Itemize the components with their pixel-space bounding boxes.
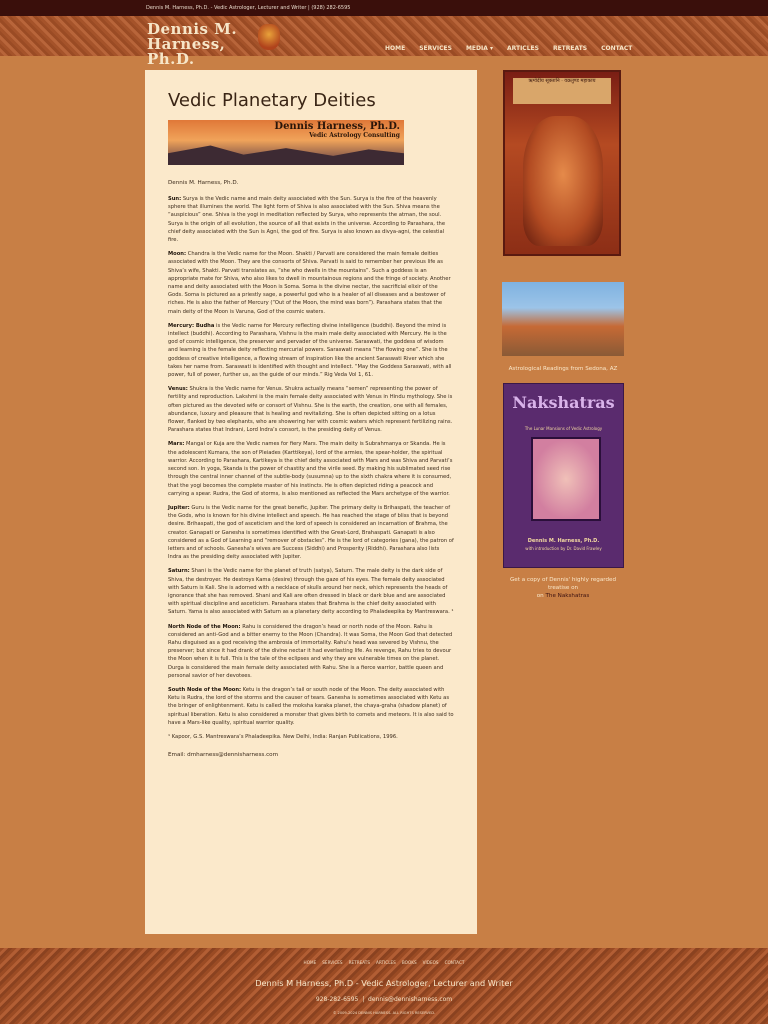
para-head: Sun: bbox=[168, 196, 182, 202]
book-author: Dennis M. Harness, Ph.D. bbox=[527, 538, 600, 544]
para-head: North Node of the Moon: bbox=[168, 623, 241, 630]
footer-email[interactable]: dennis@dennisharness.com bbox=[368, 996, 453, 1003]
site-logo[interactable] bbox=[147, 22, 267, 67]
site-header bbox=[0, 16, 768, 68]
site-footer bbox=[0, 948, 768, 1024]
footer-nav-contact[interactable]: CONTACT bbox=[444, 960, 465, 965]
footer-nav-videos[interactable]: VIDEOS bbox=[422, 960, 439, 965]
sedona-caption[interactable]: Astrological Readings from Sedona, AZ bbox=[508, 366, 618, 372]
footer-nav-retreats[interactable]: RETREATS bbox=[348, 960, 371, 965]
page-title: Vedic Planetary Deities bbox=[168, 90, 376, 111]
ganesha-painting-image bbox=[503, 70, 621, 256]
nav-retreats[interactable]: RETREATS bbox=[552, 45, 588, 52]
para-text: Rahu is considered the dragon’s head or north node of the Moon. Rahu is considered an anti-God and a bitter enemy to the Moon (Chandra). It was Soma, the Moon God that detected Rahu disguised as a god receiving the ambrosia of immortality. Rahu’s head was severed by Vishnu, the preserver; but since it had drank of the divine nectar it had everlasting life. As revenge, Rahu tries to devour the Moon when it is full. This is the tale of the eclipses and why they are vulnerable times on the planet. Durga is considered the main female deity associated with Rahu. She is a fierce warrior, battle queen and personal savior of her devotees. bbox=[168, 623, 453, 679]
para-text: Ketu is the dragon’s tail or south node of the Moon. The deity associated with Ketu is Rudra, the lord of the storms and the causer of tears. Ganesha is sometimes associated with Ketu as the bringer of enlightenment. Ketu is called the moksha karaka planet, the chaya-graha (shadow planet) of spiritual liberation. Ketu is also considered a monster that gives birth to comets and meteors. It is also said to have a Mars-like quality, spiritual warrior quality. bbox=[168, 686, 454, 726]
paragraph-rahu bbox=[168, 623, 454, 680]
ganesha-figure bbox=[523, 116, 603, 246]
banner-subtitle: Vedic Astrology Consulting bbox=[309, 132, 400, 139]
mountain-silhouette bbox=[168, 139, 404, 165]
book-caption-text: Get a copy of Dennis' highly regarded treatise on bbox=[509, 577, 617, 591]
book-caption-prefix: on bbox=[536, 593, 546, 599]
para-head: Jupiter: bbox=[168, 504, 190, 511]
footer-contact bbox=[0, 996, 768, 1003]
footer-copyright: © 2009-2024 DENNIS HARNESS. ALL RIGHTS RESERVED. bbox=[332, 1011, 436, 1015]
para-head: Venus: bbox=[168, 386, 188, 393]
para-text: Mangal or Kuja are the Vedic names for fiery Mars. The main deity is Subrahmanya or Skanda. He is the adolescent Kumara, the son of Pleiades (Karttikeya), lord of the armies, the spear-holder, the spiritual warrior. According to Parashara, Kartikeya is the chief deity associated with Mars and was Shiva and Parvati’s second son. In yoga, Skanda is the power of chastity and the virile seed. By making his sublimated seed rise through the central inner channel of the subtle-body (susumna) up to the sixth chakra where it is consumed, that the yogi becomes the complete master of his instincts. He is often depicted riding a peacock and carrying a spear. Rudra, the God of storms, is also mentioned as reflected the Mars archetype of the warrior. bbox=[168, 441, 453, 497]
logo-line-1: Dennis M. bbox=[147, 20, 238, 38]
article-banner-image bbox=[168, 120, 404, 165]
paragraph-sun bbox=[168, 195, 454, 244]
byline: Dennis M. Harness, Ph.D. bbox=[168, 180, 239, 186]
paragraph-ketu bbox=[168, 686, 454, 727]
nav-articles[interactable]: ARTICLES bbox=[506, 45, 539, 52]
para-text: Chandra is the Vedic name for the Moon. Shakti / Parvati are considered the main female deities associated with the Moon. They are the consorts of Shiva. Parvati is said to remember her previous life as Shiva’s wife, Shakti. Parvati translates as, “she who dwells in the mountains”. Such a goddess is an appropriate mate for Shiva, who also likes to dwell in mountainous regions and the fringe of society. Another name and deity associated with the Moon is Soma. Soma is the divine nectar, the sacrificial elixir of the Gods. Soma is pictured as a priestly sage, a powerful god who is a healer of all diseases and a bestower of riches. He is also the father of Mercury (“Out of the Moon, the mind was born”). Parashara states that the main deity of the Moon is Varuna, God of the cosmic waters. bbox=[168, 251, 451, 315]
footer-nav-services[interactable]: SERVICES bbox=[322, 960, 343, 965]
main-nav bbox=[385, 46, 632, 52]
footnote: ¹ Kapoor, G.S. Mantreswara’s Phaladeepika. New Delhi, India: Ranjan Publications, 1996. bbox=[168, 733, 398, 740]
book-caption bbox=[500, 576, 626, 600]
para-head: Moon: bbox=[168, 251, 187, 258]
paragraph-moon bbox=[168, 250, 454, 316]
para-head: South Node of the Moon: bbox=[168, 686, 242, 693]
paragraph-saturn bbox=[168, 567, 454, 616]
nav-home[interactable]: HOME bbox=[385, 45, 406, 52]
paragraph-mars bbox=[168, 440, 454, 497]
ganesha-logo-icon bbox=[258, 24, 280, 50]
footer-phone[interactable]: 928-282-6595 bbox=[315, 996, 359, 1003]
book-subtitle: The Lunar Mansions of Vedic Astrology bbox=[524, 426, 603, 431]
paragraph-mercury bbox=[168, 322, 454, 379]
book-cover-art bbox=[531, 437, 601, 521]
logo-line-2: Harness, Ph.D. bbox=[147, 35, 226, 68]
article-content bbox=[145, 70, 477, 934]
para-text: Shani is the Vedic name for the planet of truth (satya), Saturn. The male deity is the dark side of Shiva, the destroyer. He destroys Kama (desire) through the gaze of his eyes. The female deity associated with Saturn is Kali. She is adorned with a necklace of skulls around her neck, which represents the heads of ignorance that she has removed. Shani and Kali are often dressed in black or dark blue and are associated with spiritual discipline and asceticism. Parashara states that Brahma is the chief deity associated with Saturn. Yama is also associated with Saturn as a planetary deity according to Phaladeepika by Mantreswara. ¹ bbox=[168, 568, 454, 616]
para-text: Guru is the Vedic name for the great benefic, Jupiter. The primary deity is Brihaspati, the teacher of the Gods, who is known for his divine intellect and speech. He has reached the stage of bliss that is beyond desire. Brihaspati, the god of asceticism and the lord of speech is considered an incarnation of Brahma, the creator. Ganapati or Ganesha is sometimes identified with the Great-Lord, Brahaspati. Ganapati is also considered as a God of Learning and “remover of obstacles”. He is the lord of categories (gana), the patron of letters and of schools. Ganesha’s wives are Success (Siddhi) and Prosperity (Riddhi). Parashara also lists Indra as the presiding deity associated with Jupiter. bbox=[168, 504, 454, 561]
footer-nav-articles[interactable]: ARTICLES bbox=[376, 960, 396, 965]
contact-email[interactable]: Email: dmharness@dennisharness.com bbox=[168, 752, 279, 759]
banner-name: Dennis Harness, Ph.D. bbox=[274, 121, 400, 132]
paragraph-venus bbox=[168, 385, 454, 434]
nakshatras-book-cover[interactable] bbox=[503, 383, 624, 568]
nav-contact[interactable]: CONTACT bbox=[601, 45, 633, 52]
nav-media[interactable]: MEDIA ▾ bbox=[465, 45, 493, 52]
footer-separator: | bbox=[362, 996, 365, 1003]
banner-text bbox=[274, 122, 400, 139]
sedona-rock-image[interactable] bbox=[502, 282, 624, 356]
para-head: Mercury: Budha bbox=[168, 322, 215, 329]
top-bar: Dennis M. Harness, Ph.D. - Vedic Astrologer, Lecturer and Writer | (928) 282-6595 bbox=[0, 0, 768, 16]
book-title: Nakshatras bbox=[512, 393, 615, 412]
para-head: Mars: bbox=[168, 441, 185, 448]
footer-title: Dennis M Harness, Ph.D - Vedic Astrologer, Lecturer and Writer bbox=[255, 978, 513, 988]
para-text: is the Vedic name for Mercury reflecting divine intelligence (buddhi). Beyond the mind is intellect (buddhi). According to Parashara, Vishnu is the main male deity associated with Mercury. He is the god of cosmic intelligence, the preserver and pervader of the universe. Saraswati, the goddess of wisdom and learning is the female deity reflecting mercurial powers. Saraswati means “the flowing one”. She is the goddess of creative intelligence, a flowing stream of inspiration like the ancient Saraswati River which she takes her name from. Saraswati is identified with thought and intellect. “May the Goddess Saraswati, with all power, full of power, further us, as the guide of our minds.” Rig Veda Vol 1, 61. bbox=[168, 322, 452, 379]
footer-nav-home[interactable]: HOME bbox=[303, 960, 317, 965]
para-head: Saturn: bbox=[168, 568, 190, 575]
footer-nav bbox=[0, 960, 768, 965]
book-intro-credit: with introduction by Dr. David Frawley bbox=[525, 546, 602, 551]
footer-nav-books[interactable]: BOOKS bbox=[401, 960, 417, 965]
nav-services[interactable]: SERVICES bbox=[419, 45, 452, 52]
paragraph-jupiter bbox=[168, 504, 454, 561]
para-text: Shukra is the Vedic name for Venus. Shukra actually means “semen” representing the power of fertility and reproduction. Lakshmi is the main female deity associated with Venus in Hindu mythology. She is often pictured as the devoted wife or consort of Vishnu. She is the earth, the creation, one with all females, abundance, luxury and pleasure that is healing and revitalizing. She is often depicted sitting on a lotus flower, flanked by two elephants, who are showering her with cosmic waters which represent fertilizing rains. Parashara states that Indrani, Lord Indra’s consort, is the presiding deity of Venus. bbox=[168, 386, 453, 434]
book-link[interactable]: The Nakshatras bbox=[545, 593, 590, 599]
para-text: Surya is the Vedic name and main deity associated with the Sun. Surya is the fire of the heavenly sphere that illumines the world. The light form of Shiva is also associated with the Sun. Shiva means the “auspicious” one. Shiva is the yogi in meditation reflected by Surya, who represents the atman, the soul. Surya is the origin of all evolution, the source of all that exists in the universe. According to Parashara, the chief deity associated with the Sun is Agni, the god of fire. Surya is also known as divya-agni, the celestial fire. bbox=[168, 196, 446, 244]
sanskrit-scroll: ऋग्वेदीय सूक्तानि · वक्रतुण्ड महाकाय bbox=[513, 78, 611, 104]
